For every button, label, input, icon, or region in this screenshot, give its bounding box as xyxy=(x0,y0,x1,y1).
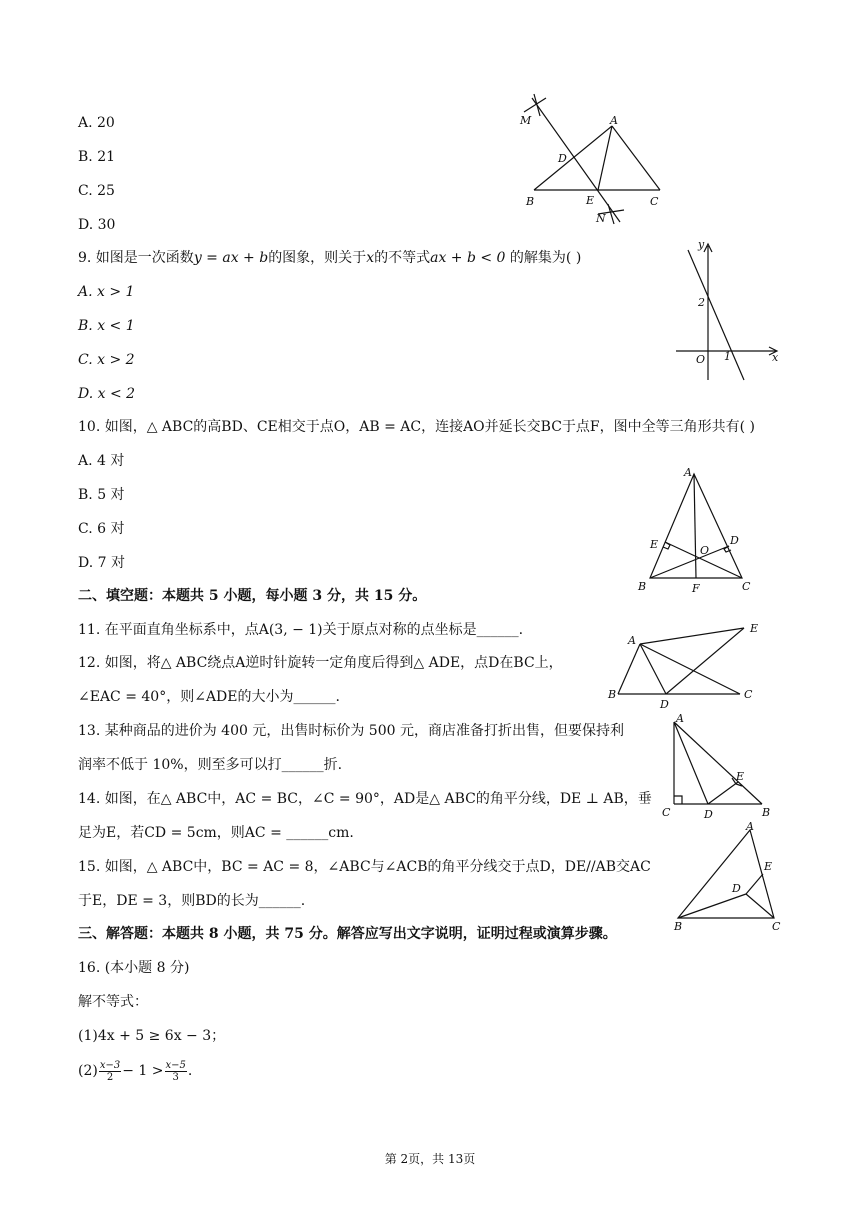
q8-figure xyxy=(510,92,680,232)
q15-line1: 15. 如图，△ ABC中，BC = AC = 8，∠ABC与∠ACB的角平分线交于点D，DE//AB交AC xyxy=(78,859,651,875)
q8-label-e: E xyxy=(586,194,595,207)
q14-line2: 足为E，若CD = 5cm，则AC = ______cm. xyxy=(78,825,354,841)
q16-part1: (1)4x + 5 ≥ 6x − 3； xyxy=(78,1028,226,1044)
q16-part2-prefix: (2) xyxy=(78,1063,98,1079)
q12-line1: 12. 如图，将△ ABC绕点A逆时针旋转一定角度后得到△ ADE，点D在BC上， xyxy=(78,655,563,671)
q10-option-a: A. 4 对 xyxy=(78,453,125,469)
q10-option-d: D. 7 对 xyxy=(78,555,125,571)
q10-figure xyxy=(632,460,762,600)
q16-part2-end: . xyxy=(187,1063,193,1079)
q9-stem-e: 的不等式 xyxy=(374,250,431,266)
q16-frac1-den: 2 xyxy=(106,1071,114,1083)
q14-label-c: C xyxy=(662,806,671,819)
q8-label-m: M xyxy=(520,114,532,127)
q8-option-b: B. 21 xyxy=(78,149,116,165)
q15-label-a: A xyxy=(746,820,754,833)
q8-label-c: C xyxy=(650,195,659,208)
q9-label-o: O xyxy=(696,353,706,366)
q12-label-d: D xyxy=(660,698,669,711)
q9-label-y: y xyxy=(698,238,705,251)
q11-stem: 11. 在平面直角坐标系中，点A(3, − 1)关于原点对称的点坐标是______. xyxy=(78,622,524,638)
q13-line1: 13. 某种商品的进价为 400 元，出售时标价为 500 元，商店准备打折出售，但要保持利 xyxy=(78,723,624,739)
q9-stem xyxy=(78,248,581,268)
q8-label-d: D xyxy=(558,152,567,165)
q9-option-d: D. x < 2 xyxy=(78,386,136,402)
q10-option-c: C. 6 对 xyxy=(78,521,125,537)
q14-line1: 14. 如图，在△ ABC中，AC = BC，∠C = 90°，AD是△ ABC的角平分线，DE ⊥ AB，垂 xyxy=(78,791,652,807)
q10-stem: 10. 如图，△ ABC的高BD、CE相交于点O，AB = AC，连接AO并延长交BC于点F，图中全等三角形共有( ) xyxy=(78,419,756,435)
q9-label-2: 2 xyxy=(698,296,705,309)
q8-label-a: A xyxy=(610,114,618,127)
q12-line2: ∠EAC = 40°，则∠ADE的大小为______. xyxy=(78,689,340,705)
q14-label-b: B xyxy=(762,806,771,819)
section-2-heading: 二、填空题：本题共 5 小题，每小题 3 分，共 15 分。 xyxy=(78,588,427,604)
q8-option-d: D. 30 xyxy=(78,217,116,233)
q9-label-1: 1 xyxy=(724,350,731,363)
q10-label-f: F xyxy=(692,582,700,595)
q16-frac1-num: x−3 xyxy=(99,1059,121,1071)
q12-label-e: E xyxy=(750,622,759,635)
page-footer: 第 2页，共 13页 xyxy=(384,1152,476,1166)
q15-label-e: E xyxy=(764,860,773,873)
q8-label-b: B xyxy=(526,195,535,208)
q10-option-b: B. 5 对 xyxy=(78,487,125,503)
q16-part2 xyxy=(78,1058,192,1084)
q9-stem-g: 的解集为( ) xyxy=(505,250,582,266)
q10-label-e: E xyxy=(650,538,659,551)
q14-label-a: A xyxy=(676,712,684,725)
q9-figure xyxy=(672,236,787,386)
q16-title: 16. (本小题 8 分) xyxy=(78,960,190,976)
q9-stem-a: 9. 如图是一次函数 xyxy=(78,250,194,266)
q15-label-c: C xyxy=(772,920,781,933)
q10-label-d: D xyxy=(730,534,739,547)
q16-frac2-num: x−5 xyxy=(165,1059,186,1071)
q12-label-b: B xyxy=(608,688,617,701)
q9-option-a: A. x > 1 xyxy=(78,284,135,300)
q10-label-c: C xyxy=(742,580,751,593)
q9-option-b: B. x < 1 xyxy=(78,318,135,334)
q14-label-e: E xyxy=(736,770,745,783)
q8-option-a: A. 20 xyxy=(78,115,115,131)
section-3-heading: 三、解答题：本题共 8 小题，共 75 分。解答应写出文字说明，证明过程或演算步骤。 xyxy=(78,926,617,942)
q15-label-b: B xyxy=(674,920,683,933)
q15-figure xyxy=(670,820,790,936)
q8-option-c: C. 25 xyxy=(78,183,115,199)
q9-label-x: x xyxy=(772,351,779,364)
q12-figure xyxy=(608,618,778,710)
q16-fraction-1 xyxy=(99,1060,121,1083)
q15-line2: 于E，DE = 3，则BD的长为______. xyxy=(78,893,306,909)
q13-line2: 润率不低于 10%，则至多可以打______折. xyxy=(78,757,343,773)
q14-figure xyxy=(656,712,786,824)
q9-stem-b: y = ax + b xyxy=(193,250,269,266)
q10-label-b: B xyxy=(638,580,647,593)
q9-stem-f: ax + b < 0 xyxy=(430,250,506,266)
q10-label-o: O xyxy=(700,544,710,557)
q9-option-c: C. x > 2 xyxy=(78,352,135,368)
q8-label-n: N xyxy=(596,212,606,225)
q12-label-c: C xyxy=(744,688,753,701)
q10-label-a: A xyxy=(684,466,692,479)
q16-fraction-2 xyxy=(165,1060,187,1083)
q15-label-d: D xyxy=(732,882,741,895)
q16-part2-mid: − 1 > xyxy=(122,1063,164,1079)
q16-intro: 解不等式： xyxy=(78,994,148,1010)
q14-label-d: D xyxy=(704,808,713,821)
q9-stem-d: x xyxy=(366,250,375,266)
q16-frac2-den: 3 xyxy=(172,1071,179,1083)
q9-stem-c: 的图象，则关于 xyxy=(268,250,367,266)
q12-label-a: A xyxy=(628,634,636,647)
